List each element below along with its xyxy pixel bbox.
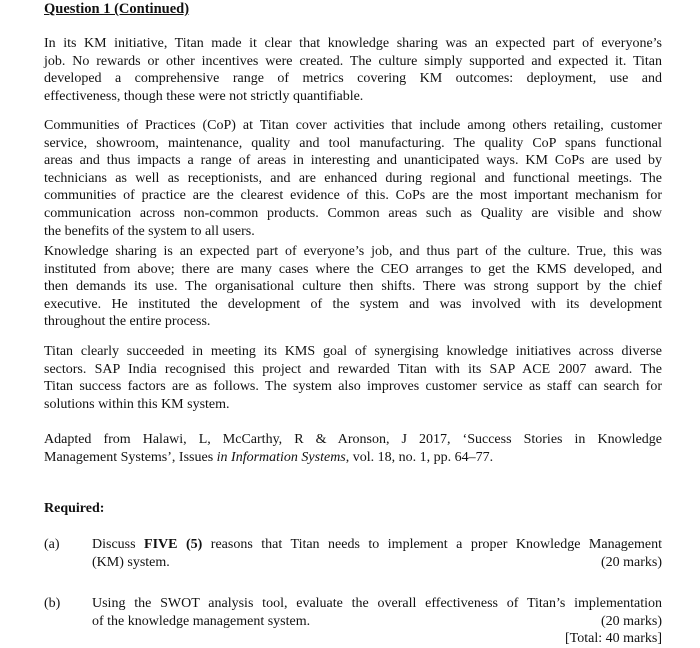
paragraph-line: throughout the entire process. bbox=[44, 314, 211, 330]
question-a-line-1 bbox=[92, 536, 662, 554]
paragraph-line: technicians as well as receptionists, and are enhanced during regional and functional meetings. The bbox=[44, 170, 662, 186]
paragraph-line: Communities of Practices (CoP) at Titan cover activities that include among others retailing, customer bbox=[44, 118, 662, 133]
paragraph-titan-success bbox=[44, 343, 662, 413]
paragraph-line: communities of practice are the clearest evidence of this. CoPs are the most important mechanism for bbox=[44, 188, 662, 204]
emphasis: FIVE (5) bbox=[144, 537, 203, 552]
paragraph-line: Titan clearly succeeded in meeting its KMS goal of synergising knowledge initiatives across diverse bbox=[44, 344, 662, 359]
total-marks: [Total: 40 marks] bbox=[565, 631, 662, 647]
question-b-label: (b) bbox=[44, 596, 61, 611]
question-title: Question 1 (Continued) bbox=[44, 1, 190, 17]
paragraph-citation bbox=[44, 431, 662, 466]
paragraph-line: Adapted from Halawi, L, McCarthy, R & Aronson, J 2017, ‘Success Stories in Knowledge bbox=[44, 432, 662, 447]
question-b-marks: (20 marks) bbox=[600, 613, 662, 629]
question-b-line-1: Using the SWOT analysis tool, evaluate the overall effectiveness of Titan’s implementation bbox=[92, 596, 662, 611]
paragraph-km-initiative bbox=[44, 35, 662, 105]
question-a-line-2 bbox=[92, 554, 662, 572]
paragraph-line: Management Systems’, Issues in Information Systems, vol. 18, no. 1, pp. 64–77. bbox=[44, 449, 494, 465]
paragraph-knowledge-sharing bbox=[44, 243, 662, 331]
paragraph-line: Titan success factors are as follows. The system also improves customer service as staff can search for bbox=[44, 379, 662, 395]
text: reasons that Titan needs to implement a proper Knowledge Management bbox=[202, 537, 662, 552]
text: of the knowledge management system. bbox=[92, 613, 311, 629]
text: Discuss bbox=[92, 537, 145, 552]
paragraph-line: executive. He instituted the development of the system and was involved with its development bbox=[44, 296, 662, 312]
question-a bbox=[44, 536, 662, 571]
paragraph-line: Knowledge sharing is an expected part of everyone’s job, and thus part of the culture. True, this was bbox=[44, 244, 662, 259]
paragraph-line: developed a comprehensive range of metrics covering KM outcomes: deployment, use and bbox=[44, 71, 662, 87]
paragraph-line: solutions within this KM system. bbox=[44, 396, 230, 412]
required-heading: Required: bbox=[44, 501, 105, 516]
question-a-label: (a) bbox=[44, 537, 60, 552]
paragraph-line: communication across non-common products. Common areas such as Quality are visible and show bbox=[44, 205, 662, 221]
paragraph-line: then demands its use. The organisational culture then shifts. There was strong support by the chief bbox=[44, 279, 662, 295]
question-b-line-2 bbox=[92, 613, 662, 631]
text: (KM) system. bbox=[92, 554, 170, 570]
paragraph-line: job. No rewards or other incentives were created. The culture simply supported and expected it. Titan bbox=[44, 53, 662, 69]
paragraph-line: sectors. SAP India recognised this project and rewarded Titan with its SAP ACE 2007 award. The bbox=[44, 361, 662, 377]
question-b bbox=[44, 595, 662, 648]
paragraph-line: the benefits of the system to all users. bbox=[44, 223, 255, 239]
paragraph-line: effectiveness, though these were not strictly quantifiable. bbox=[44, 88, 364, 104]
question-a-marks: (20 marks) bbox=[600, 554, 662, 570]
paragraph-line: areas and thus impacts a range of areas in interesting and unanticipated ways. KM CoPs are used by bbox=[44, 153, 662, 169]
paragraph-communities-of-practice bbox=[44, 117, 662, 240]
paragraph-line: service, showroom, maintenance, quality and tool manufacturing. The quality CoP spans functional bbox=[44, 135, 662, 151]
paragraph-line: In its KM initiative, Titan made it clear that knowledge sharing was an expected part of everyone’s bbox=[44, 36, 662, 51]
paragraph-line: instituted from above; there are many cases where the CEO arranges to get the KMS developed, and bbox=[44, 261, 662, 277]
